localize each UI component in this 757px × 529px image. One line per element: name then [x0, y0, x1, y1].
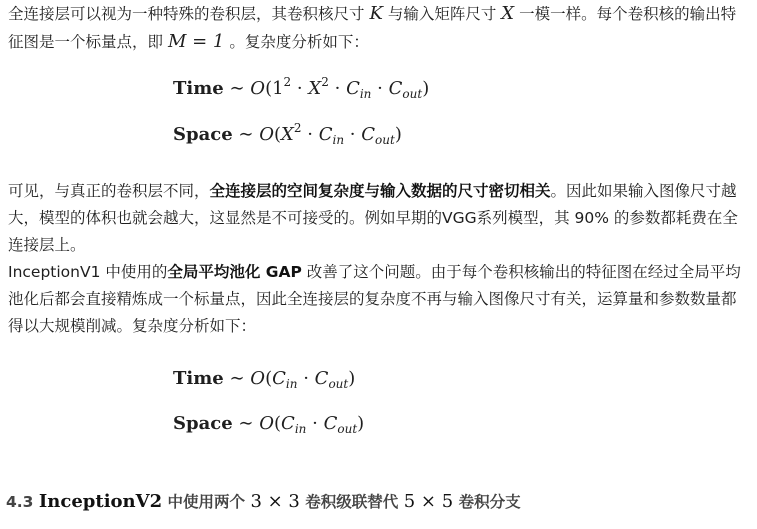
eq-label: Time	[173, 368, 224, 389]
fc-analysis-paragraph: 可见，与真正的卷积层不同，全连接层的空间复杂度与输入数据的尺寸密切相关。因此如果输入图像尺寸越大，模型的体积也就会越大，这显然是不可接受的。例如早期的VGG系列模型，其 90% 的参数都耗费在全连接层上。	[8, 182, 738, 254]
math-input-size: X	[501, 3, 515, 24]
section-number: 4.3	[6, 493, 34, 511]
emphasis-gap: 全局平均池化 GAP	[167, 263, 302, 281]
intro-paragraph	[8, 0, 748, 56]
intro-text-3: 一模一样。每个卷积核的输出特征图是一个标量点，即	[8, 5, 737, 51]
intro-text-1: 全连接层可以视为一种特殊的卷积层，其卷积核尺寸	[8, 5, 365, 23]
equation-time-gap: Time ∼ $O(C_{in} \cdot C_{out})$	[173, 368, 356, 391]
eq-label: Space	[173, 413, 233, 434]
math-kernel-size: K	[369, 3, 383, 24]
eq-label: Time	[173, 78, 224, 99]
equation-space-gap: Space ∼ $O(C_{in} \cdot C_{out})$	[173, 413, 365, 436]
equation-space-fc: Space ∼ $O(X^2 \cdot C_{in} \cdot C_{out})$	[173, 121, 402, 147]
intro-text-4: 。复杂度分析如下：	[229, 33, 369, 51]
math-3x3: 3 × 3	[250, 491, 300, 512]
section-model-name: InceptionV2	[38, 491, 163, 512]
equation-time-fc: Time ∼ $O(1^2 \cdot X^2 \cdot C_{in} \cdot C_{out})$	[173, 75, 430, 101]
section-heading: 4.3 InceptionV2 中使用两个 3 × 3 卷积级联替代 5 × 5 卷积分支	[6, 491, 521, 512]
eq-label: Space	[173, 124, 233, 145]
intro-text-2: 与输入矩阵尺寸	[387, 5, 497, 23]
emphasis-fc-space: 全连接层的空间复杂度与输入数据的尺寸密切相关	[209, 182, 551, 200]
math-m-equals-1: M = 1	[167, 31, 225, 52]
gap-paragraph: InceptionV1 中使用的全局平均池化 GAP 改善了这个问题。由于每个卷积核输出的特征图在经过全局平均池化后都会直接精炼成一个标量点，因此全连接层的复杂度不再与输入图像尺寸有关，运算量和参数数量都得以大规模削减。复杂度分析如下：	[8, 263, 741, 335]
math-5x5: 5 × 5	[403, 491, 454, 512]
